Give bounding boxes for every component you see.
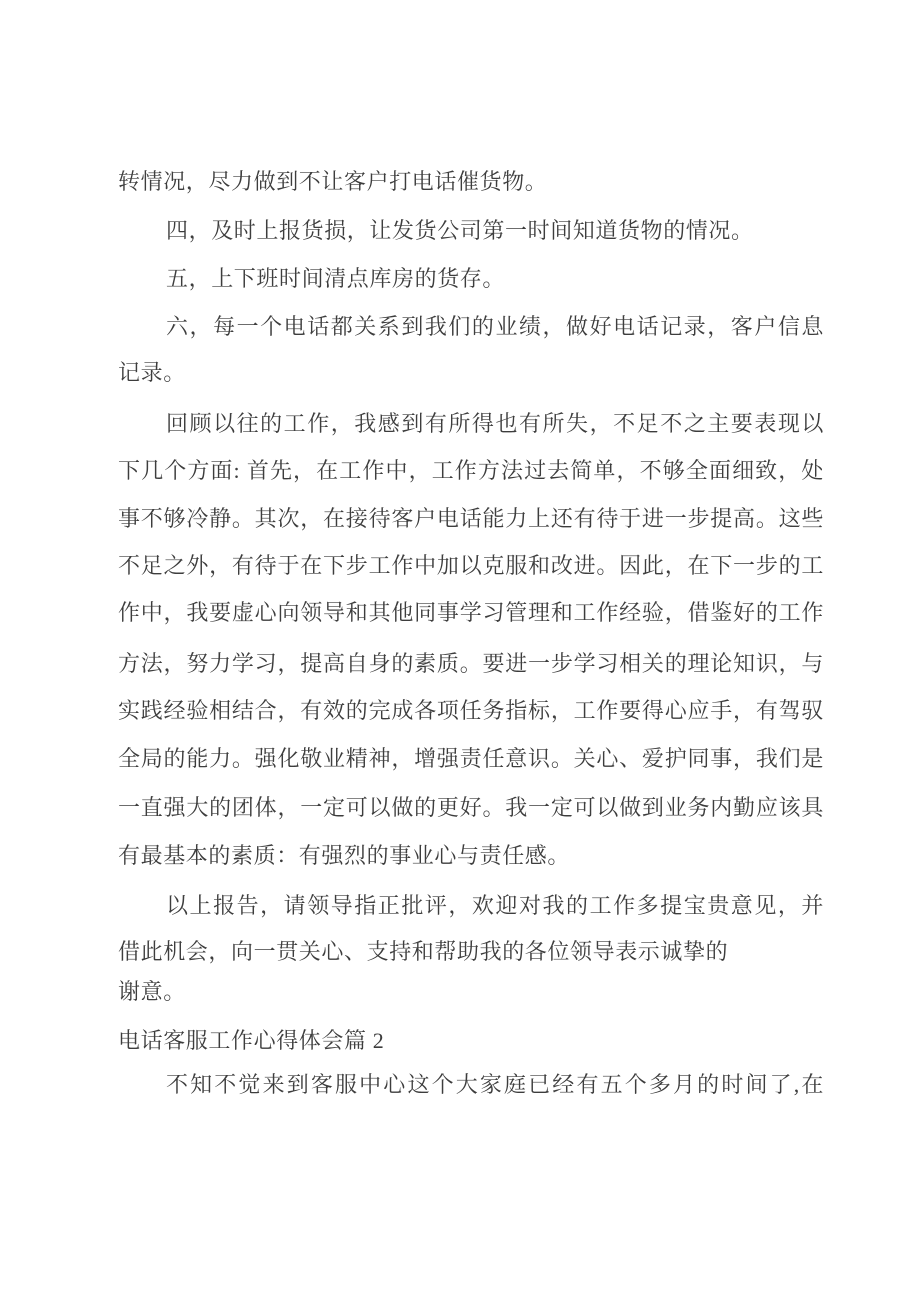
text-line: 事不够冷静。其次，在接待客户电话能力上还有待于进一步提高。这些 [118, 506, 824, 531]
text-line: 不知不觉来到客服中心这个大家庭已经有五个多月的时间了,在 [166, 1072, 824, 1097]
text-line: 实践经验相结合，有效的完成各项任务指标，工作要得心应手，有驾驭 [118, 698, 824, 723]
text-line: 全局的能力。强化敬业精神，增强责任意识。关心、爱护同事，我们是 [118, 746, 824, 771]
text-line: 转情况，尽力做到不让客户打电话催货物。 [118, 169, 548, 194]
text-line: 下几个方面: 首先，在工作中，工作方法过去简单，不够全面细致，处 [118, 458, 824, 483]
text-line: 方法，努力学习，提高自身的素质。要进一步学习相关的理论知识，与 [118, 651, 824, 676]
text-line: 谢意。 [118, 979, 186, 1004]
text-line: 以上报告，请领导指正批评，欢迎对我的工作多提宝贵意见，并 [166, 893, 824, 918]
section-heading: 电话客服工作心得体会篇 2 [118, 1028, 385, 1053]
text-line: 六，每一个电话都关系到我们的业绩，做好电话记录，客户信息 [166, 314, 824, 339]
text-line: 不足之外，有待于在下步工作中加以克服和改进。因此，在下一步的工 [118, 553, 824, 578]
text-line: 五，上下班时间清点库房的货存。 [166, 266, 506, 291]
text-line: 借此机会，向一贯关心、支持和帮助我的各位领导表示诚挚的 [118, 939, 729, 964]
text-line: 一直强大的团体，一定可以做的更好。我一定可以做到业务内勤应该具 [118, 795, 824, 820]
text-line: 四，及时上报货损，让发货公司第一时间知道货物的情况。 [166, 218, 754, 243]
text-line: 作中，我要虚心向领导和其他同事学习管理和工作经验，借鉴好的工作 [118, 600, 824, 625]
text-line: 有最基本的素质：有强烈的事业心与责任感。 [118, 843, 571, 868]
text-line: 回顾以往的工作，我感到有所得也有所失，不足不之主要表现以 [166, 411, 824, 436]
text-line: 记录。 [118, 360, 186, 385]
